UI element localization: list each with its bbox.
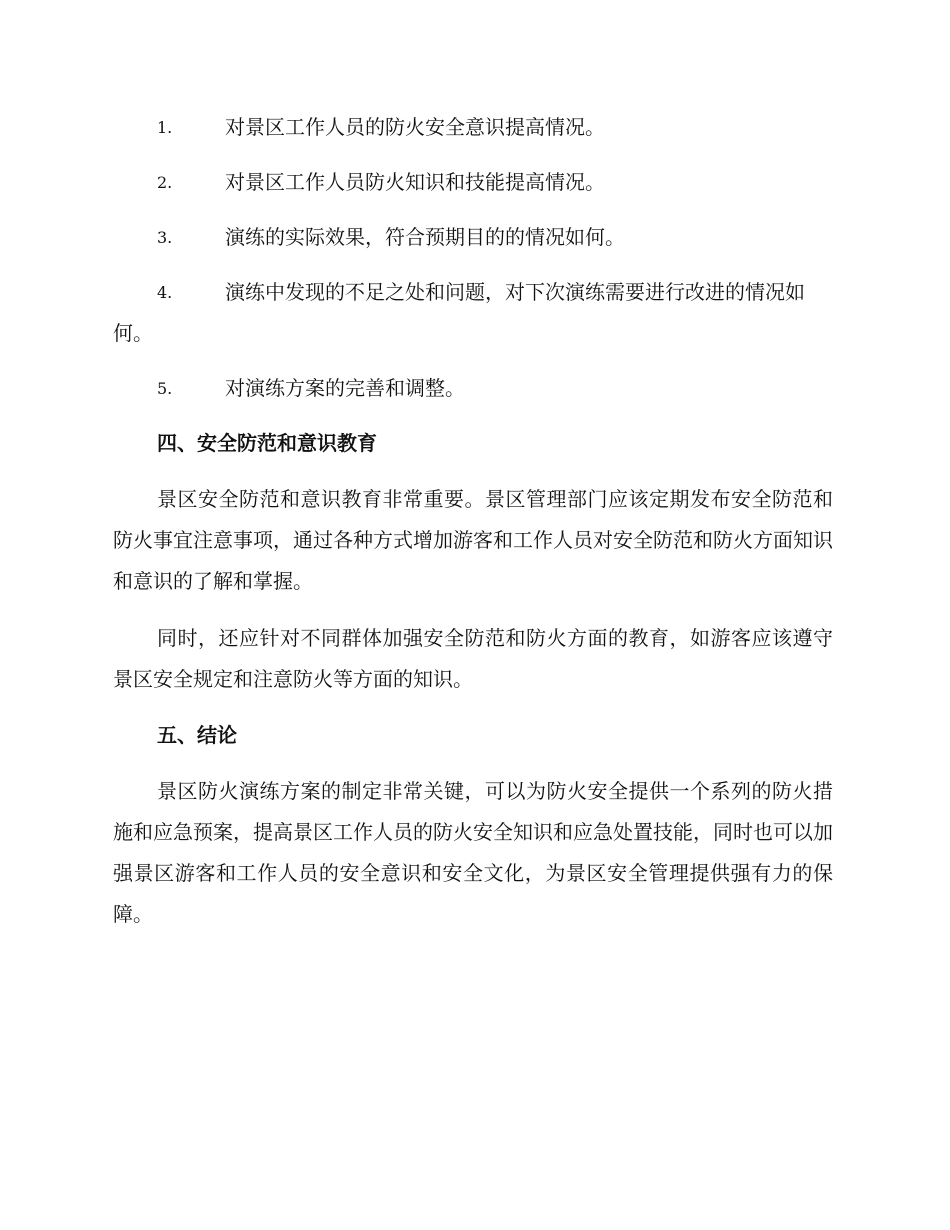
list-item-1: [113, 107, 833, 148]
list-number: 1.: [157, 118, 173, 137]
list-text: 对景区工作人员的防火安全意识提高情况。: [225, 115, 605, 139]
paragraph-4-1: 景区安全防范和意识教育非常重要。景区管理部门应该定期发布安全防范和防火事宜注意事项，通过各种方式增加游客和工作人员对安全防范和防火方面知识和意识的了解和掌握。: [113, 487, 833, 593]
list-number: 2.: [157, 173, 173, 192]
list-item-5: [113, 368, 833, 409]
list-item-4: [113, 272, 833, 354]
paragraph-5-1: 景区防火演练方案的制定非常关键，可以为防火安全提供一个系列的防火措施和应急预案，提高景区工作人员的防火安全知识和应急处置技能，同时也可以加强景区游客和工作人员的安全意识和安全文化，为景区安全管理提供强有力的保障。: [113, 779, 833, 926]
list-item-2: [113, 162, 833, 203]
list-text: 演练的实际效果，符合预期目的的情况如何。: [225, 225, 625, 249]
paragraph-4-2: 同时，还应针对不同群体加强安全防范和防火方面的教育，如游客应该遵守景区安全规定和注意防火等方面的知识。: [113, 626, 833, 691]
list-number: 3.: [157, 228, 173, 247]
list-item-3: [113, 217, 833, 258]
list-number: 5.: [157, 379, 173, 398]
list-number: 4.: [157, 283, 173, 302]
list-text: 演练中发现的不足之处和问题，对下次演练需要进行改进的情况如何。: [113, 280, 805, 345]
list-text: 对演练方案的完善和调整。: [225, 376, 465, 400]
section-heading-5: 五、结论: [157, 723, 237, 747]
list-text: 对景区工作人员防火知识和技能提高情况。: [225, 170, 605, 194]
section-heading-4: 四、安全防范和意识教育: [157, 431, 377, 455]
